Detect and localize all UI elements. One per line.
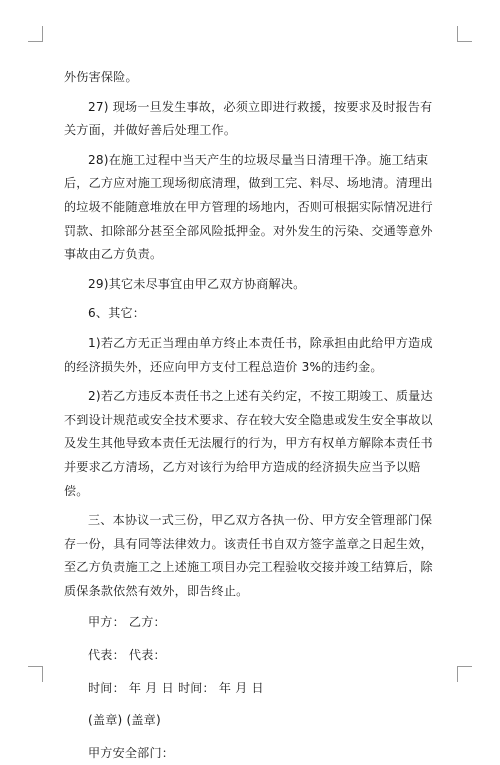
- crop-mark-bottom-left: [28, 666, 43, 667]
- signature-representatives: 代表： 代表：: [88, 648, 166, 663]
- document-body: [64, 66, 440, 765]
- paragraph-other-1: 1)若乙方无正当理由单方终止本责任书，除承担由此给甲方造成的经济损失外，还应向甲方支付工程总造价 3%的违约金。: [64, 335, 433, 374]
- paragraph-continuation: 外伤害保险。: [64, 70, 138, 84]
- crop-mark-top-right: [457, 41, 472, 42]
- crop-mark-bottom-right: [457, 666, 458, 682]
- crop-mark-top-left: [42, 26, 43, 42]
- signature-parties: 甲方： 乙方：: [88, 615, 166, 630]
- paragraph-item-27: 27) 现场一旦发生事故，必须立即进行救援，按要求及时报告有关方面，并做好善后处理工作。: [64, 99, 433, 138]
- crop-mark-bottom-right: [457, 666, 472, 667]
- signature-seals: (盖章) (盖章): [88, 713, 161, 728]
- crop-mark-top-right: [457, 26, 458, 42]
- signature-safety-dept: 甲方安全部门：: [88, 745, 175, 760]
- paragraph-other-2: 2)若乙方违反本责任书之上述有关约定，不按工期竣工、质量达不到设计规范或安全技术要求、存在较大安全隐患或发生安全事故以及发生其他导致本责任无法履行的行为，甲方有权单方解除本责任书并要求乙方清场，乙方对该行为给甲方造成的经济损失应当予以赔偿。: [64, 389, 433, 498]
- paragraph-item-29: 29)其它未尽事宜由甲乙双方协商解决。: [88, 276, 306, 291]
- paragraph-item-28: 28)在施工过程中当天产生的垃圾尽量当日清理干净。施工结束后，乙方应对施工现场彻底清理，做到工完、料尽、场地清。清理出的垃圾不能随意堆放在甲方管理的场地内，否则可根据实际情况进行罚款、扣除部分甚至全部风险抵押金。对外发生的污染、交通等意外事故由乙方负责。: [64, 152, 433, 262]
- crop-mark-top-left: [28, 41, 43, 42]
- section-heading-other: 6、其它：: [88, 306, 146, 321]
- paragraph-section-three: 三、本协议一式三份，甲乙双方各执一份、甲方安全管理部门保存一份，具有同等法律效力。该责任书自双方签字盖章之日起生效，至乙方负责施工之上述施工项目办完工程验收交接并竣工结算后，除质保条款依然有效外，即告终止。: [64, 513, 433, 598]
- signature-dates: 时间： 年 月 日 时间： 年 月 日: [88, 680, 264, 695]
- crop-mark-bottom-left: [42, 666, 43, 682]
